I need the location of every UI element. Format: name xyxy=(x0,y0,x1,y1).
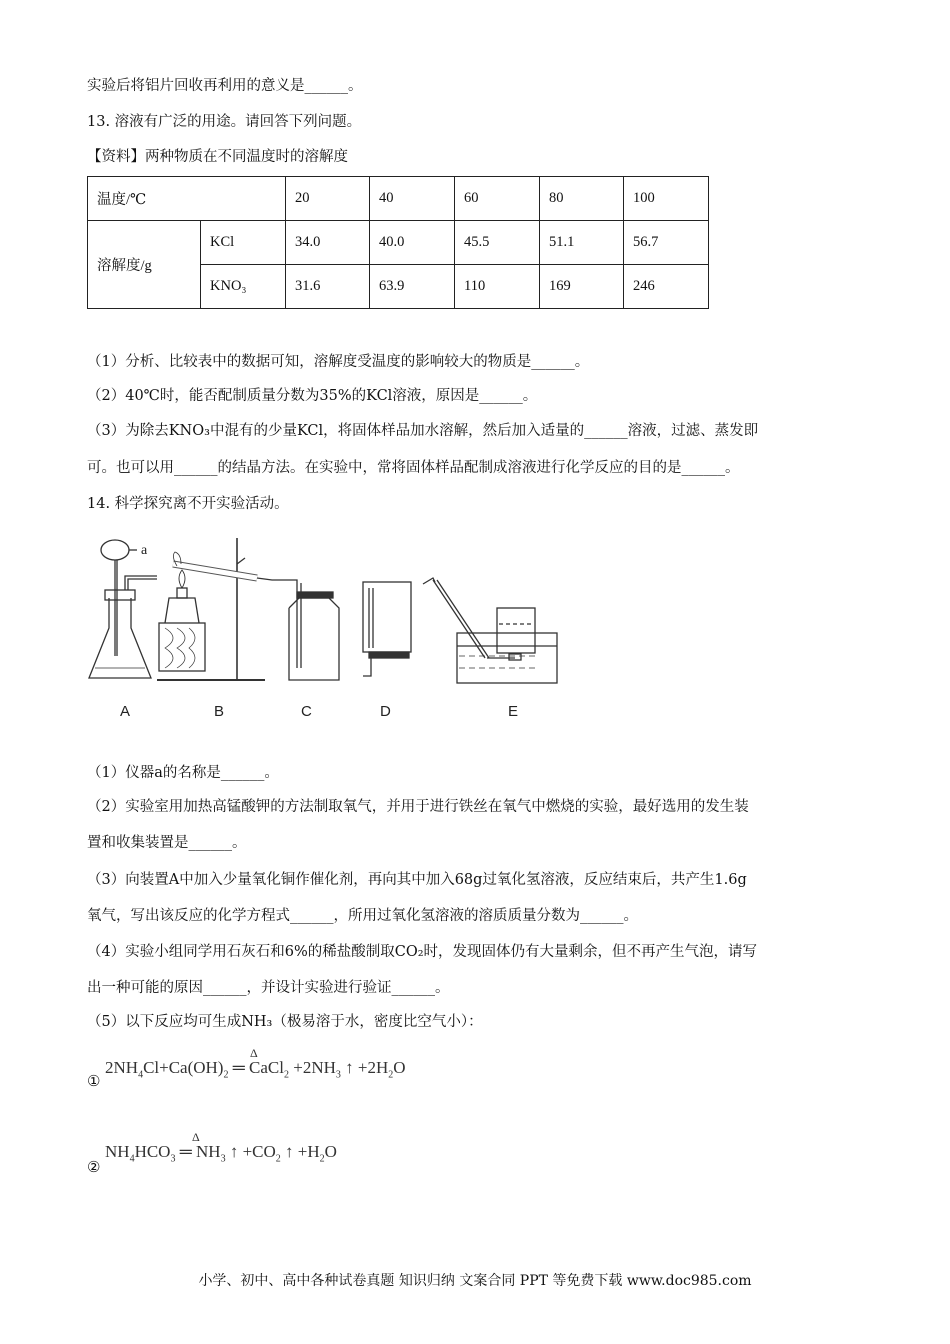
question-14-4-line2: 出一种可能的原因______，并设计实验进行验证______。 xyxy=(87,980,450,996)
equation-1: $2NH_4Cl+Ca(OH)_2$ ═ CaCl$_2$ $+2NH_3$ ↑ $+2H_2O$ xyxy=(105,1058,406,1081)
table-cell: 31.6 xyxy=(286,265,370,309)
question-13-3-line1: （3）为除去KNO₃中混有的少量KCl，将固体样品加水溶解，然后加入适量的______溶液，过滤、蒸发即 xyxy=(87,423,759,439)
table-row xyxy=(88,177,709,221)
table-cell: 45.5 xyxy=(455,221,540,265)
instrument-a-label: a xyxy=(141,543,148,558)
table-cell: 20 xyxy=(286,177,370,221)
label-a: A xyxy=(120,703,131,720)
question-14-4-line1: （4）实验小组同学用石灰石和6%的稀盐酸制取CO₂时，发现固体仍有大量剩余，但不再产生气泡，请写 xyxy=(87,944,758,960)
table-cell: 169 xyxy=(540,265,624,309)
apparatus-diagram xyxy=(87,528,567,688)
equation-1-marker: ① xyxy=(87,1072,101,1090)
page-footer: 小学、初中、高中各种试卷真题 知识归纳 文案合同 PPT 等免费下载 www.doc985.com xyxy=(198,1273,752,1289)
question-14-2-line1: （2）实验室用加热高锰酸钾的方法制取氧气，并用于进行铁丝在氧气中燃烧的实验，最好选用的发生装 xyxy=(87,799,749,815)
question-14-title: 14. 科学探究离不开实验活动。 xyxy=(87,496,289,512)
question-14-3-line2: 氧气，写出该反应的化学方程式______，所用过氧化氢溶液的溶质质量分数为______。 xyxy=(87,908,638,924)
apparatus-d xyxy=(363,582,411,676)
table-row xyxy=(88,221,709,265)
question-14-5: （5）以下反应均可生成NH₃（极易溶于水，密度比空气小）： xyxy=(87,1014,483,1030)
solubility-label: 溶解度/g xyxy=(88,221,201,309)
label-e: E xyxy=(508,703,519,720)
question-13-3-line2: 可。也可以用______的结晶方法。在实验中，常将固体样品配制成溶液进行化学反应的目的是______。 xyxy=(87,460,740,476)
temp-header: 温度/℃ xyxy=(88,177,286,221)
table-cell: 80 xyxy=(540,177,624,221)
question-13-1: （1）分析、比较表中的数据可知，溶解度受温度的影响较大的物质是______。 xyxy=(87,354,590,370)
label-b: B xyxy=(214,703,225,720)
table-cell: 56.7 xyxy=(624,221,709,265)
equation-2: $NH_4HCO_3$ ═ $NH_3$ ↑ $+CO_2$ ↑ $+H_2O$ xyxy=(105,1142,337,1165)
substance-name: KCl xyxy=(201,221,286,265)
question-13-title: 13. 溶液有广泛的用途。请回答下列问题。 xyxy=(87,114,362,130)
question-14-2-line2: 置和收集装置是______。 xyxy=(87,835,247,851)
table-cell: 40 xyxy=(370,177,455,221)
table-cell: 63.9 xyxy=(370,265,455,309)
label-c: C xyxy=(301,703,312,720)
table-cell: 100 xyxy=(624,177,709,221)
question-13-2: （2）40℃时，能否配制质量分数为35%的KCl溶液，原因是______。 xyxy=(87,388,538,404)
apparatus-e xyxy=(423,578,557,683)
question-14-1: （1）仪器a的名称是______。 xyxy=(87,765,279,781)
substance-name: KNO₃ xyxy=(201,265,286,309)
table-cell: 40.0 xyxy=(370,221,455,265)
solubility-table xyxy=(87,176,709,309)
equation-2-marker: ② xyxy=(87,1158,101,1176)
equation-1-delta: Δ xyxy=(250,1046,258,1060)
table-cell: 51.1 xyxy=(540,221,624,265)
table-cell: 34.0 xyxy=(286,221,370,265)
table-cell: 110 xyxy=(455,265,540,309)
label-d: D xyxy=(380,703,391,720)
equation-2-delta: Δ xyxy=(192,1130,200,1144)
apparatus-a xyxy=(89,540,157,678)
question-14-3-line1: （3）向装置A中加入少量氧化铜作催化剂，再向其中加入68g过氧化氢溶液，反应结束后，共产生1.6g xyxy=(87,872,747,888)
apparatus-c xyxy=(282,580,339,680)
question-12-tail: 实验后将铝片回收再利用的意义是______。 xyxy=(87,78,363,94)
reference-heading: 【资料】两种物质在不同温度时的溶解度 xyxy=(87,149,348,165)
apparatus-b xyxy=(157,538,282,680)
table-cell: 246 xyxy=(624,265,709,309)
table-cell: 60 xyxy=(455,177,540,221)
